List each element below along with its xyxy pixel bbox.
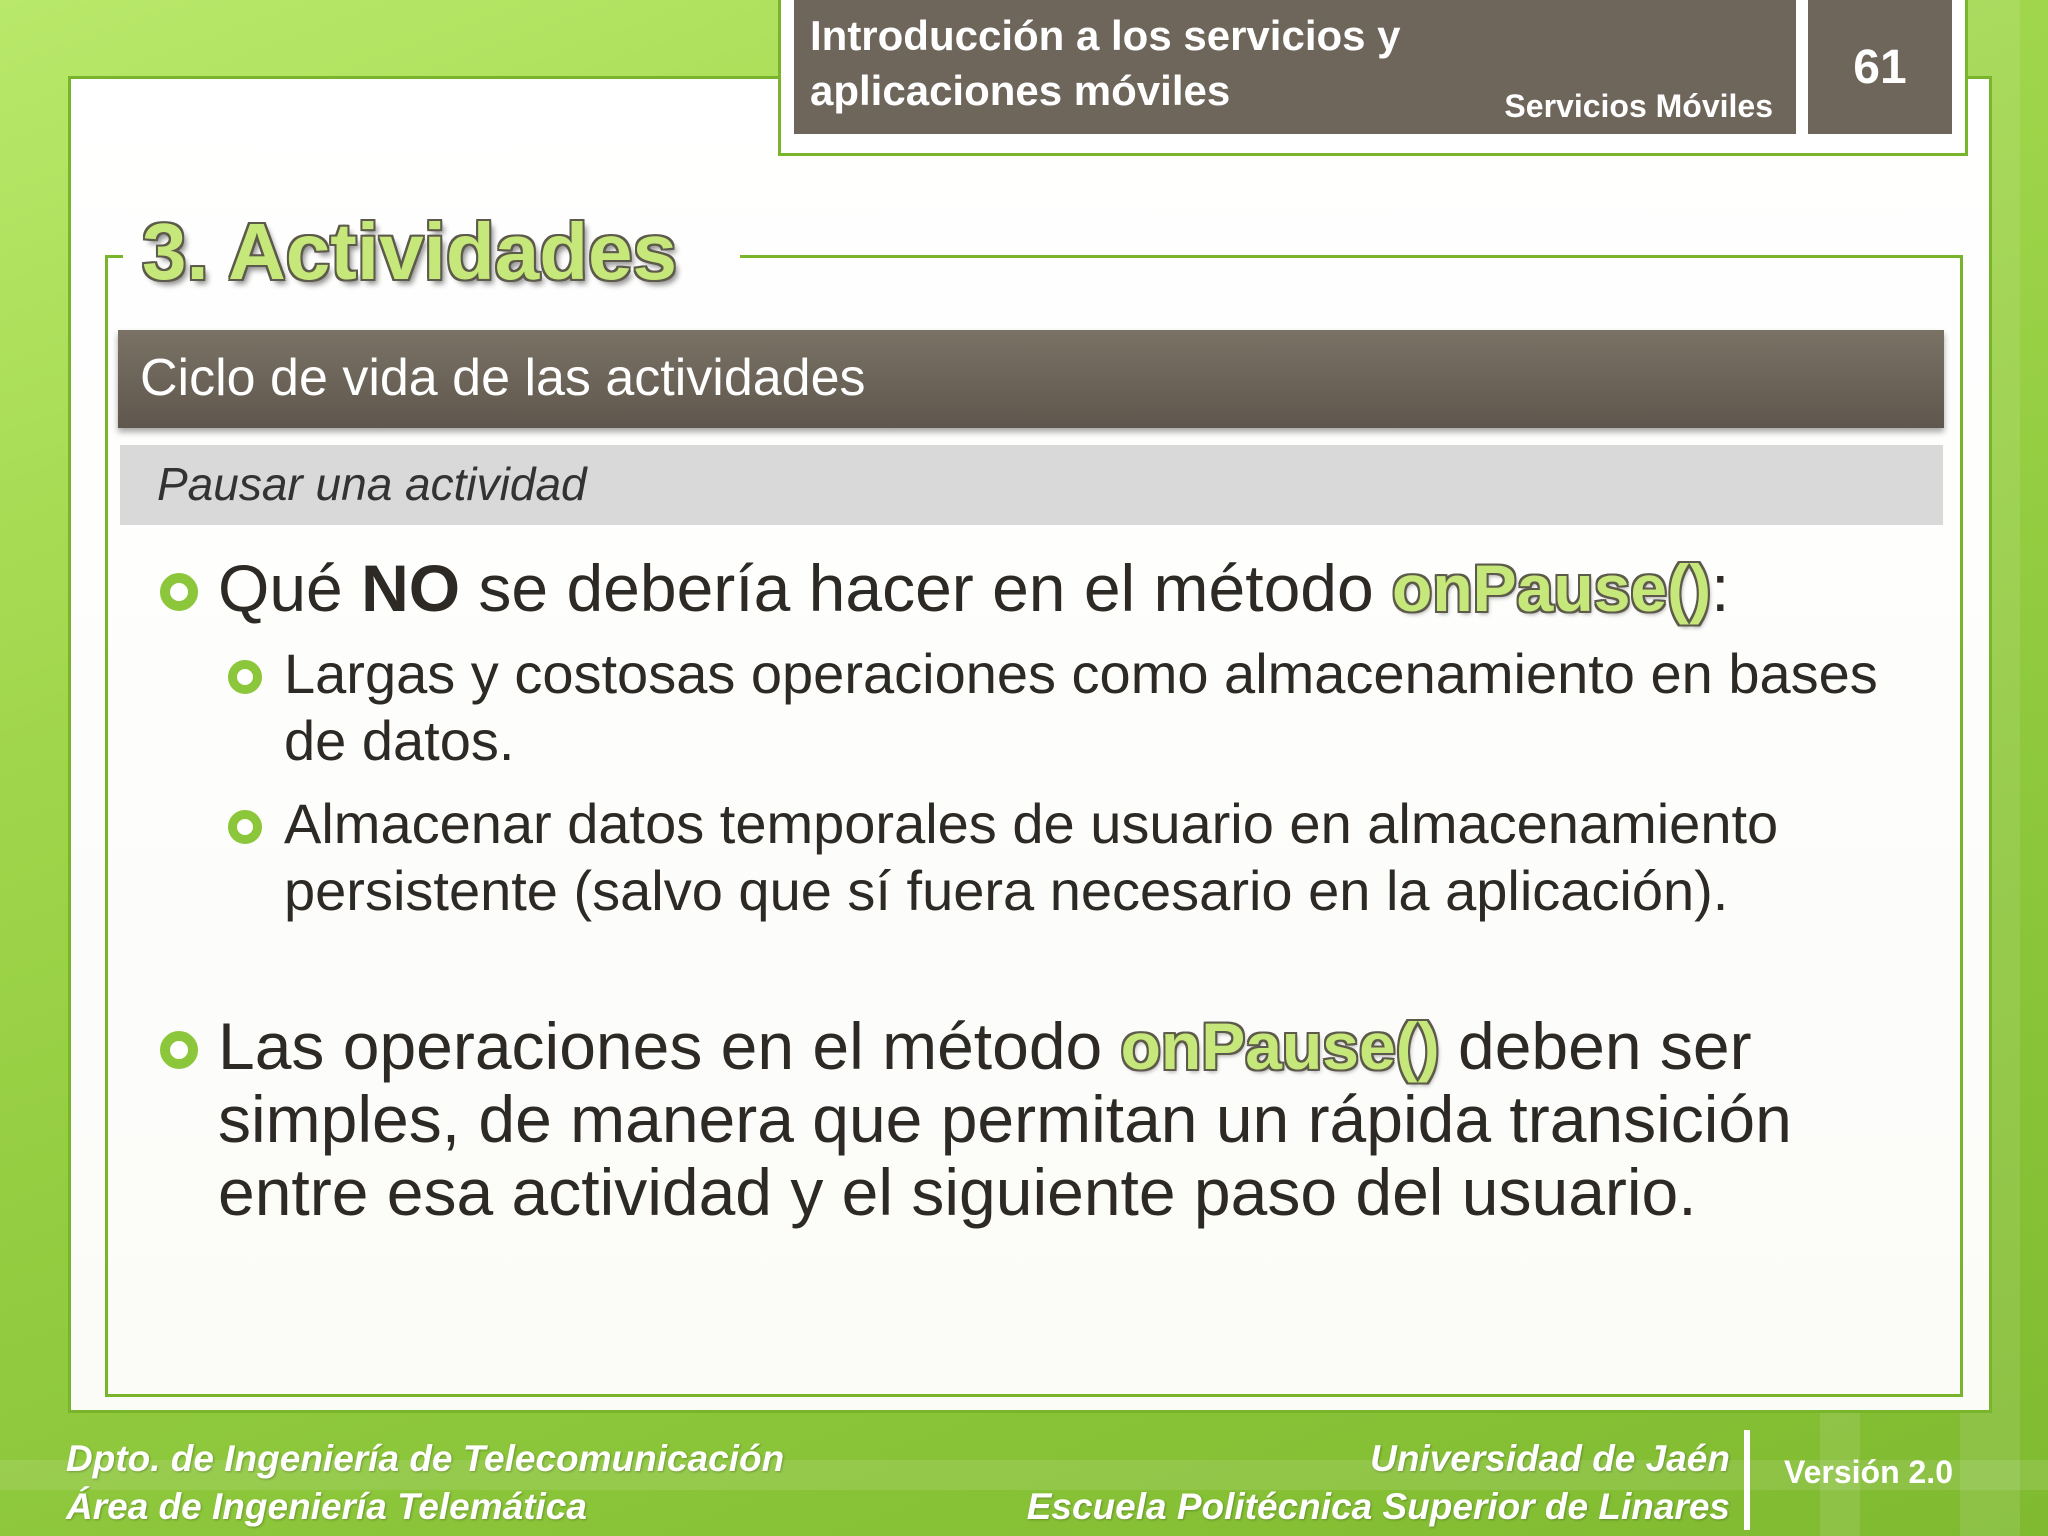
- footer-dept-line: Dpto. de Ingeniería de Telecomunicación: [66, 1438, 785, 1479]
- method-name: onPause(): [1392, 551, 1712, 625]
- bullet-1-bold: NO: [361, 551, 461, 625]
- bullet-1-text-end: :: [1711, 551, 1730, 625]
- footer-area-line: Área de Ingeniería Telemática: [66, 1486, 587, 1527]
- sub-bullet-icon: [228, 660, 262, 694]
- bullet-1: [218, 552, 1918, 625]
- sub-bullet-1: Largas y costosas operaciones como almacenamiento en bases de datos.: [284, 642, 1878, 772]
- topic-text: Pausar una actividad: [157, 458, 587, 510]
- bullet-1-text-mid: se debería hacer en el método: [460, 551, 1393, 625]
- bullet-2-text: Las operaciones en el método: [218, 1009, 1121, 1083]
- bullet-icon: [160, 573, 198, 611]
- content-frame-top-left: [105, 255, 123, 258]
- footer-school-line: Escuela Politécnica Superior de Linares: [1026, 1486, 1730, 1527]
- subtitle-text: Ciclo de vida de las actividades: [140, 349, 866, 407]
- footer-university: [1027, 1435, 1730, 1531]
- section-title: 3. Actividades: [142, 207, 678, 296]
- sub-bullet-2: Almacenar datos temporales de usuario en almacenamiento persistente (salvo que sí fuera necesario en la aplicación).: [284, 792, 1779, 922]
- page-number: 61: [1808, 0, 1952, 134]
- bullet-2-text-end: deben ser simples, de manera que permitan un rápida transición entre esa actividad y el siguiente paso del usuario.: [218, 1009, 1792, 1229]
- bullet-1-text: Qué: [218, 551, 362, 625]
- course-title: Introducción a los servicios y aplicaciones móviles: [810, 12, 1401, 114]
- footer-divider: [1744, 1430, 1750, 1530]
- course-subtitle: Servicios Móviles: [1504, 88, 1773, 124]
- method-name: onPause(): [1120, 1009, 1440, 1083]
- footer-university-line: Universidad de Jaén: [1370, 1438, 1730, 1479]
- footer-department: [66, 1435, 784, 1531]
- bullet-2: [218, 1010, 1918, 1229]
- sub-bullet-icon: [228, 810, 262, 844]
- content-frame-top-right: [740, 255, 1963, 258]
- bullet-icon: [160, 1031, 198, 1069]
- version-label: Versión 2.0: [1784, 1454, 1953, 1490]
